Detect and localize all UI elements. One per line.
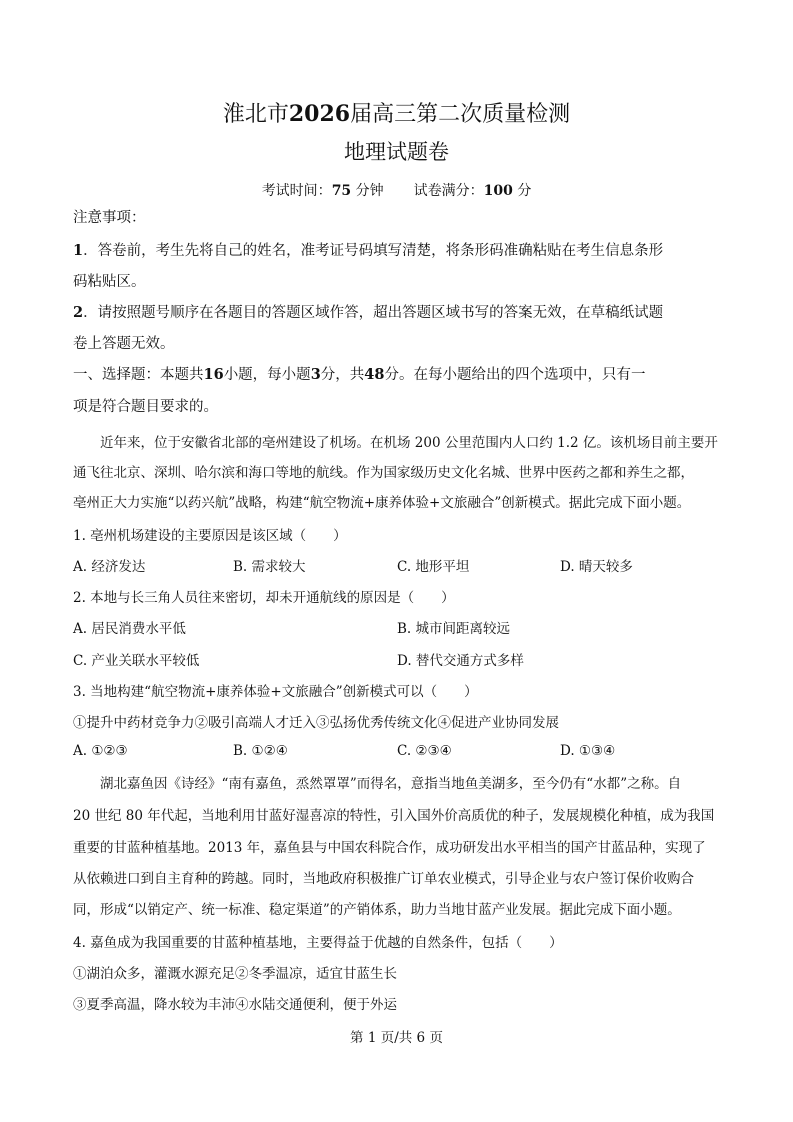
time-label: 考试时间： — [261, 183, 332, 199]
material-2-line-5: 同，形成“以销定产、统一标准、稳定渠道”的产销体系，助力当地甘蓝产业发展。据此完成下面小题。 — [73, 902, 681, 918]
section-1-text-c: 分，共 — [320, 367, 365, 383]
notice-item-2 — [73, 302, 723, 324]
material-1-line-1: 近年来，位于安徽省北部的亳州建设了机场。在机场 200 公里范围内人口约 1.2 亿。该机场目前主要开 — [100, 435, 718, 451]
notice-item-1-text: ．答卷前，考生先将自己的姓名，准考证号码填写清楚，将条形码准确粘贴在考生信息条形 — [83, 243, 664, 259]
title-prefix: 淮北市 — [222, 102, 289, 127]
question-1-option-a[interactable]: A. 经济发达 — [73, 559, 146, 575]
section-1-count: 16 — [203, 366, 224, 383]
notice-item-2-number: 2 — [73, 304, 84, 321]
notice-item-1 — [73, 240, 723, 262]
question-2-stem: 2. 本地与长三角人员往来密切，却未开通航线的原因是（ ） — [73, 590, 455, 606]
section-1-heading — [73, 364, 723, 386]
question-3-option-b[interactable]: B. ①②④ — [233, 743, 288, 759]
score-unit: 分 — [517, 183, 532, 199]
notice-item-1-number: 1 — [73, 242, 84, 259]
section-1-text-a: 一、选择题：本题共 — [73, 367, 204, 383]
score-value: 100 — [483, 183, 513, 199]
question-1-option-d[interactable]: D. 晴天较多 — [560, 559, 633, 575]
question-4-stem: 4. 嘉鱼成为我国重要的甘蓝种植基地，主要得益于优越的自然条件，包括（ ） — [73, 935, 563, 951]
exam-meta — [0, 181, 793, 201]
question-1-option-b[interactable]: B. 需求较大 — [233, 559, 306, 575]
material-2-line-1: 湖北嘉鱼因《诗经》“南有嘉鱼，烝然罩罩”而得名，意指当地鱼美湖多，至今仍有“水都”之称。自 — [100, 776, 682, 792]
section-1-heading-cont: 项是符合题目要求的。 — [73, 399, 218, 415]
question-1-option-c[interactable]: C. 地形平坦 — [397, 559, 470, 575]
notice-item-2-cont: 卷上答题无效。 — [73, 336, 175, 352]
page-number: 第 1 页/共 6 页 — [350, 1030, 443, 1046]
material-1-line-3: 亳州正大力实施“以药兴航”战略，构建“航空物流+康养体验+文旅融合”创新模式。据此完成下面小题。 — [73, 495, 691, 511]
question-3-option-a[interactable]: A. ①②③ — [73, 743, 128, 759]
question-3-option-c[interactable]: C. ②③④ — [397, 743, 452, 759]
title-suffix: 届高三第二次质量检测 — [350, 102, 571, 127]
question-4-items-2: ③夏季高温，降水较为丰沛④水陆交通便利，便于外运 — [73, 997, 397, 1013]
question-2-option-d[interactable]: D. 替代交通方式多样 — [397, 653, 524, 669]
section-1-text-b: 小题，每小题 — [223, 367, 311, 383]
section-1-points-total: 48 — [364, 366, 385, 383]
section-1-points-each: 3 — [310, 366, 321, 383]
question-2-option-c[interactable]: C. 产业关联水平较低 — [73, 653, 200, 669]
page-subtitle: 地理试题卷 — [344, 140, 449, 164]
question-4-items-1: ①湖泊众多，灌溉水源充足②冬季温凉，适宜甘蓝生长 — [73, 966, 397, 982]
notice-heading: 注意事项： — [73, 210, 146, 226]
page-title — [0, 99, 793, 130]
question-3-items: ①提升中药材竞争力②吸引高端人才迁入③弘扬优秀传统文化④促进产业协同发展 — [73, 715, 559, 731]
time-unit: 分钟 — [355, 183, 384, 199]
material-2-line-3: 重要的甘蓝种植基地。2013 年，嘉鱼县与中国农科院合作，成功研发出水平相当的国产甘蓝品种，实现了 — [73, 840, 706, 856]
question-1-stem: 1. 亳州机场建设的主要原因是该区域（ ） — [73, 528, 347, 544]
material-2-line-2: 20 世纪 80 年代起，当地利用甘蓝好湿喜凉的特性，引入国外价高质优的种子，发展规模化种植，成为我国 — [73, 808, 715, 824]
notice-item-1-cont: 码粘贴区。 — [73, 274, 146, 290]
material-1-line-2: 通飞往北京、深圳、哈尔滨和海口等地的航线。作为国家级历史文化名城、世界中医药之都和养生之都， — [73, 465, 694, 481]
time-value: 75 — [331, 183, 352, 199]
material-2-line-4: 从依赖进口到自主育种的跨越。同时，当地政府积极推广订单农业模式，引导企业与农户签订保价收购合 — [73, 871, 694, 887]
notice-item-2-text: ．请按照题号顺序在各题目的答题区域作答，超出答题区域书写的答案无效，在草稿纸试题 — [83, 305, 664, 321]
question-3-option-d[interactable]: D. ①③④ — [560, 743, 616, 759]
section-1-text-d: 分。在每小题给出的四个选项中，只有一 — [384, 367, 646, 383]
question-2-option-b[interactable]: B. 城市间距离较远 — [397, 621, 511, 637]
question-3-stem: 3. 当地构建“航空物流+康养体验+文旅融合”创新模式可以（ ） — [73, 684, 478, 700]
score-label: 试卷满分： — [413, 183, 484, 199]
title-year: 2026 — [288, 101, 351, 127]
question-2-option-a[interactable]: A. 居民消费水平低 — [73, 621, 186, 637]
